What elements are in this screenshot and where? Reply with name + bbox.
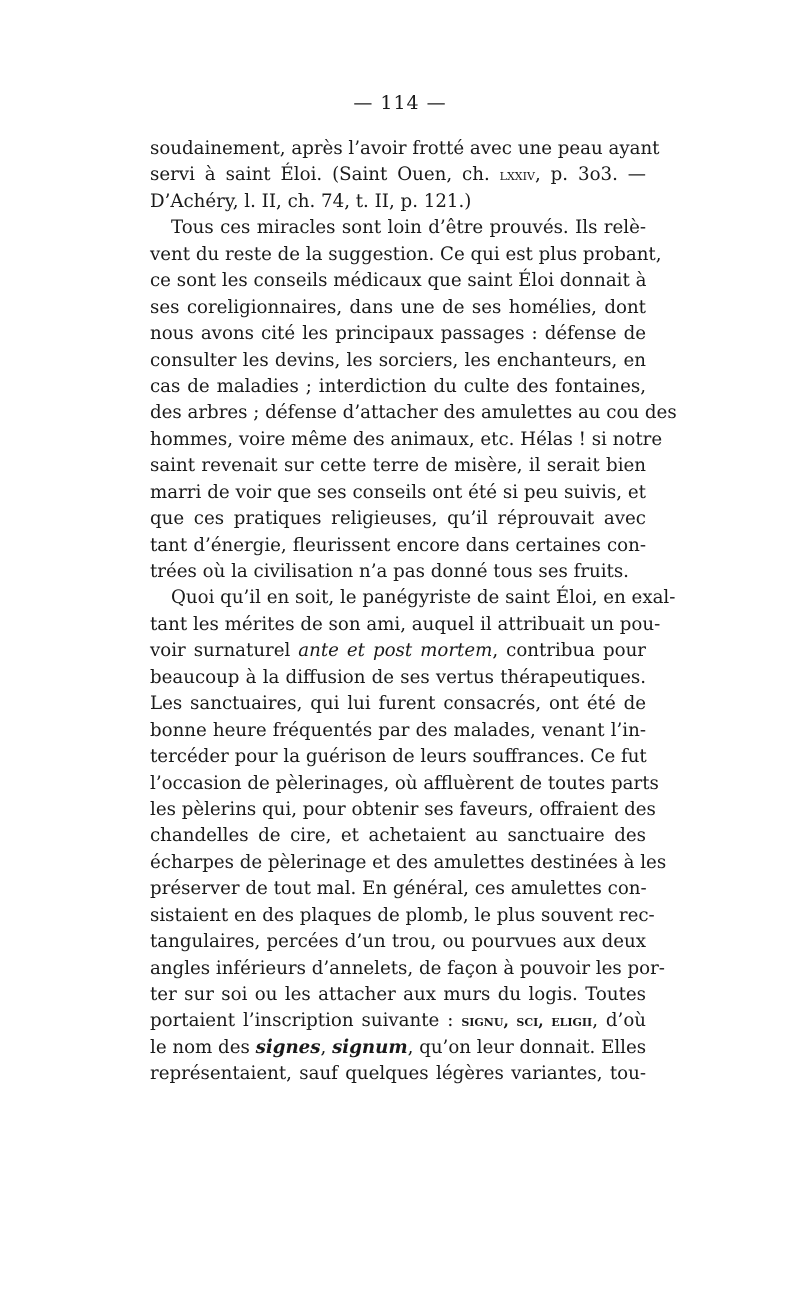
text-line: ter sur soi ou les attacher aux murs du logis. Toutes	[150, 984, 646, 1005]
text-line: sistaient en des plaques de plomb, le plus souvent rec-	[150, 904, 655, 926]
text-line: tangulaires, percées d’un trou, ou pourvues aux deux	[150, 931, 646, 953]
text-line: angles inférieurs d’annelets, de façon à pouvoir les por-	[150, 957, 665, 979]
text-line: cas de maladies ; interdiction du culte des fontaines,	[150, 375, 646, 397]
text-line: représentaient, sauf quelques légères variantes, tou-	[150, 1063, 646, 1085]
text-line: voir surnaturel ante et post mortem, contribua pour	[150, 640, 646, 662]
text-line: ce sont les conseils médicaux que saint Éloi donnait à	[150, 270, 647, 292]
text-line: que ces pratiques religieuses, qu’il réprouvait avec	[150, 508, 646, 530]
text-line: portaient l’inscription suivante : signu, sci, eligii, d’où	[150, 1010, 647, 1032]
text-line: l’occasion de pèlerinages, où affluèrent de toutes parts	[150, 772, 659, 794]
text-line: le nom des signes, signum, qu’on leur donnait. Elles	[150, 1036, 647, 1058]
text-line: tant les mérites de son ami, auquel il attribuait un pou-	[150, 613, 661, 635]
paragraph-start-line: Tous ces miracles sont loin d’être prouvés. Ils relè-	[171, 217, 646, 239]
page-number: — 114 —	[353, 92, 447, 114]
text-line: beaucoup à la diffusion de ses vertus thérapeutiques.	[150, 666, 646, 688]
text-line: trées où la civilisation n’a pas donné tous ses fruits.	[150, 561, 629, 582]
text-line: tercéder pour la guérison de leurs souffrances. Ce fut	[150, 746, 647, 768]
text-line: bonne heure fréquentés par des malades, venant l’in-	[150, 719, 646, 741]
text-line: consulter les devins, les sorciers, les enchanteurs, en	[150, 349, 646, 371]
text-line: les pèlerins qui, pour obtenir ses faveurs, offraient des	[150, 798, 656, 820]
text-line: préserver de tout mal. En général, ces amulettes con-	[150, 878, 647, 900]
text-line: ses coreligionnaires, dans une de ses homélies, dont	[150, 296, 646, 318]
text-line: écharpes de pèlerinage et des amulettes destinées à les	[150, 851, 667, 873]
text-line: vent du reste de la suggestion. Ce qui est plus probant,	[150, 243, 662, 265]
text-line: hommes, voire même des animaux, etc. Hélas ! si notre	[150, 428, 663, 450]
text-line: des arbres ; défense d’attacher des amulettes au cou des	[150, 402, 677, 424]
text-line: saint revenait sur cette terre de misère, il serait bien	[150, 455, 646, 477]
text-line: tant d’énergie, fleurissent encore dans certaines con-	[150, 534, 646, 556]
text-line: Les sanctuaires, qui lui furent consacrés, ont été de	[150, 693, 646, 715]
text-line: servi à saint Éloi. (Saint Ouen, ch. lxxiv, p. 3o3. —	[150, 164, 646, 186]
paragraph-start-line: Quoi qu’il en soit, le panégyriste de saint Éloi, en exal-	[171, 587, 676, 609]
text-line: soudainement, après l’avoir frotté avec une peau ayant	[150, 138, 660, 159]
text-line: marri de voir que ses conseils ont été si peu suivis, et	[150, 481, 646, 503]
body-text	[150, 136, 677, 1088]
text-line: nous avons cité les principaux passages : défense de	[150, 323, 646, 345]
text-line: D’Achéry, l. II, ch. 74, t. II, p. 121.)	[150, 190, 472, 212]
text-line: chandelles de cire, et achetaient au sanctuaire des	[150, 825, 646, 847]
